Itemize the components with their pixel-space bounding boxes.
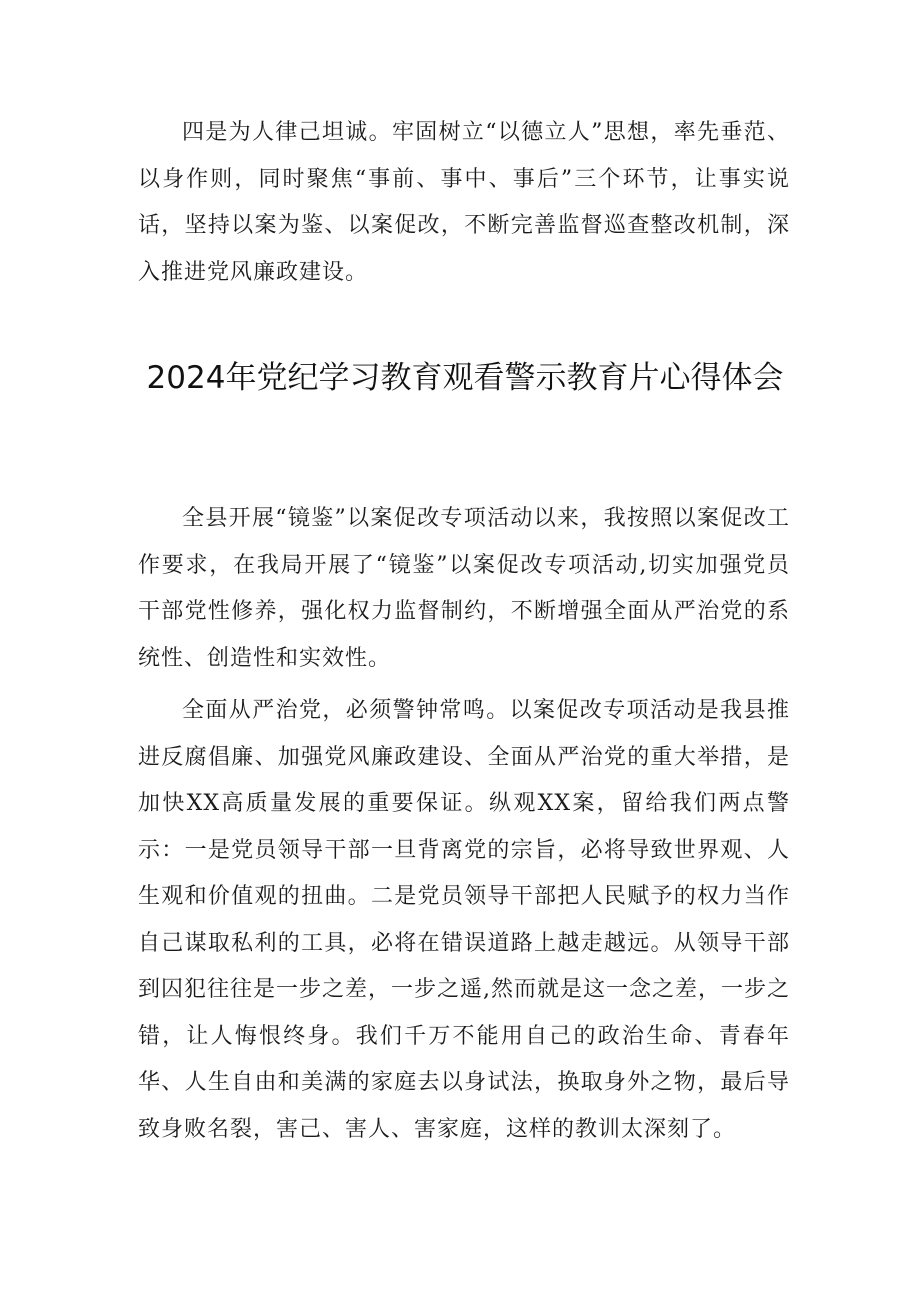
paragraph-campaign-intro: 全县开展“镜鉴”以案促改专项活动以来，我按照以案促改工作要求，在我局开展了“镜鉴”以案促改专项活动,切实加强党员干部党性修养，强化权力监督制约，不断增强全面从严治党的系统性、创造性和实效性。 [138, 506, 790, 671]
paragraph-warning-lessons: 全面从严治党，必须警钟常鸣。以案促改专项活动是我县推进反腐倡廉、加强党风廉政建设、全面从严治党的重大举措，是加快XX高质量发展的重要保证。纵观XX案，留给我们两点警示：一是党员领导干部一旦背离党的宗旨，必将导致世界观、人生观和价值观的扭曲。二是党员领导干部把人民赋予的权力当作自己谋取私利的工具，必将在错误道路上越走越远。从领导干部到囚犯往往是一步之差，一步之遥,然而就是这一念之差，一步之错，让人悔恨终身。我们千万不能用自己的政治生命、青春年华、人生自由和美满的家庭去以身试法，换取身外之物，最后导致身败名裂，害己、害人、害家庭，这样的教训太深刻了。 [138, 698, 790, 1142]
article-title: 2024年党纪学习教育观看警示教育片心得体会 [146, 360, 784, 396]
paragraph-integrity: 四是为人律己坦诚。牢固树立“以德立人”思想，率先垂范、以身作则，同时聚焦“事前、事中、事后”三个环节，让事实说话，坚持以案为鉴、以案促改，不断完善监督巡查整改机制，深入推进党风廉政建设。 [138, 120, 790, 285]
